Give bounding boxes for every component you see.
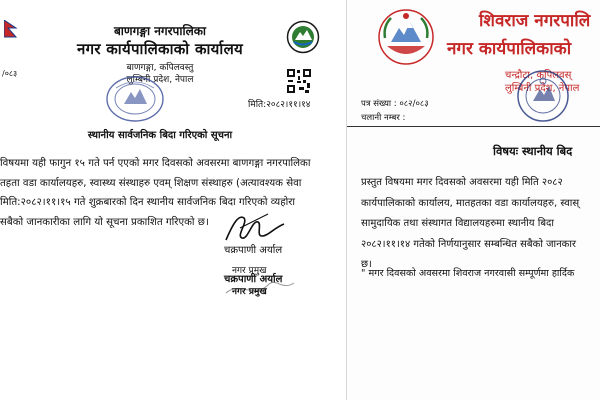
body-line: कार्यपालिकाको कार्यालय, मातहतका वडा कार्यालयहरु, स्वास् xyxy=(361,197,580,209)
municipality-name: शिवराज नगरपालि xyxy=(479,11,591,31)
letter-date: मिति:२०८२।११।१४ xyxy=(248,100,311,110)
office-address: चन्द्रौटा, कपिलवस् xyxy=(505,70,572,81)
province-line: लुम्बिनी प्रदेश, नेपाल xyxy=(126,75,194,85)
shivaraj-notice-letter xyxy=(346,0,600,400)
official-seal-icon xyxy=(515,68,571,124)
body-line: विषयमा यही फागुन १५ गते पर्न एएको मगर दिवसको अवसरमा बाणगङ्गा नगरपालिका xyxy=(0,158,311,169)
body-line: मिति:२०८२।११।१५ गते शुक्रबारको दिन स्थानीय सार्वजनिक बिदा गरिएको व्यहोरा xyxy=(0,197,296,208)
province-line: लुम्बिनी प्रदेश, नेपाल xyxy=(505,83,580,94)
stamp-name: चक्रपाणी अर्याल xyxy=(224,274,283,285)
header-divider xyxy=(347,126,600,127)
nepal-emblem-icon xyxy=(377,8,435,66)
signatory-name: चक्रपाणी अर्याल xyxy=(224,245,283,256)
reference-number: पत्र संख्या : ०८२/०८३ xyxy=(361,99,429,109)
official-seal-icon xyxy=(104,74,166,124)
body-line: प्रस्तुत विषयमा मगर दिवसको अवसरमा यही मिति २०८२ xyxy=(361,177,563,188)
stamp-role: नगर प्रमुख xyxy=(232,287,267,297)
municipality-logo-icon xyxy=(286,20,320,54)
notice-subject: विषयः स्थानीय बिद xyxy=(493,144,573,158)
stamp-title: नगर प्रमुख xyxy=(232,266,267,276)
body-line: सबैको जानकारीका लागि यो सूचना प्रकाशित गरिएको छ। xyxy=(0,216,209,228)
body-line: २०८२।११।१४ गतेको निर्णयानुसार सम्बन्धित सबैको जानकार xyxy=(361,238,577,250)
greeting-note: " मगर दिवसको अवसरमा शिवराज नगरवासी सम्पूर्णमा हार्दिक xyxy=(361,268,575,279)
reference-number: /०८३ xyxy=(2,69,18,78)
dispatch-number: चलानी नम्बर : xyxy=(361,113,406,123)
municipality-name: बाणगङ्गा नगरपालिका xyxy=(113,24,207,38)
body-line: छ। xyxy=(361,259,372,270)
office-name: नगर कार्यपालिकाको कार्यालय xyxy=(76,40,244,58)
body-line: सामुदायिक तथा संस्थागत विद्यालयहरुमा स्थानीय बिदा xyxy=(361,218,554,229)
body-line: तहता वडा कार्यालयहरु, स्वास्थ्य संस्थाहरु एवम् शिक्षण संस्थाहरु (अत्यावश्यक सेवा xyxy=(0,177,302,189)
notice-body xyxy=(361,173,579,276)
office-address: बाणगङ्गा, कपिलवस्तु xyxy=(126,63,194,73)
notice-subject: स्थानीय सार्वजनिक बिदा गरिएको सूचना xyxy=(87,130,233,141)
qr-code-icon xyxy=(286,68,312,94)
office-name: नगर कार्यपालिकाको xyxy=(447,39,572,59)
